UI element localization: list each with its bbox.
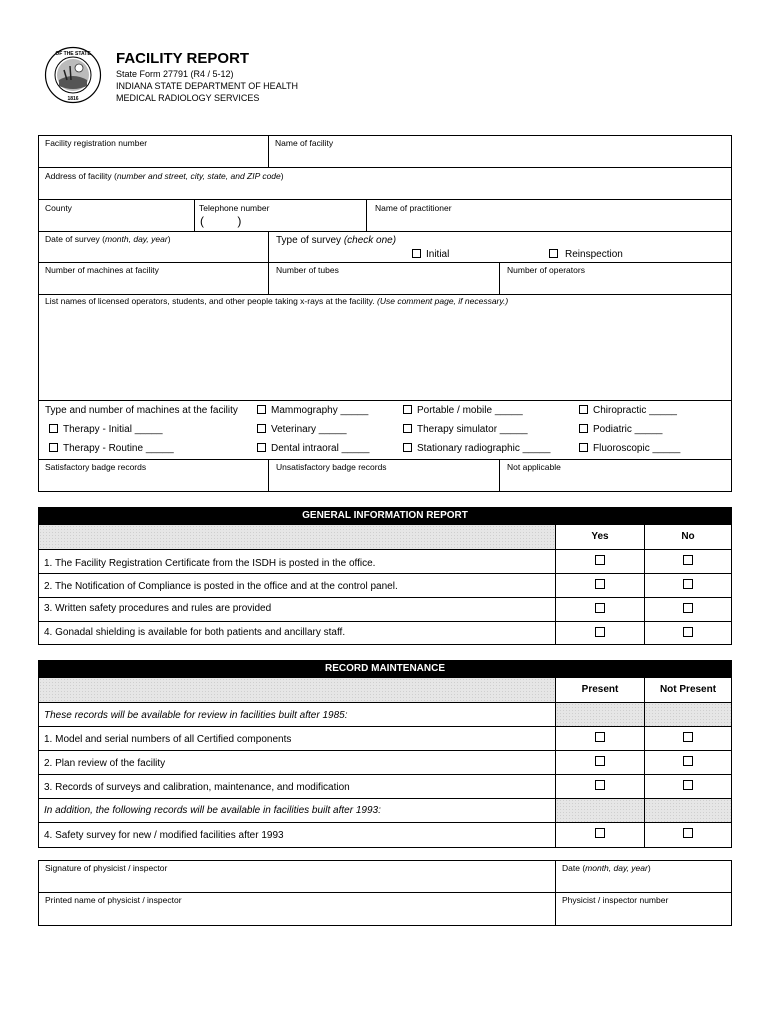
veterinary-checkbox[interactable]: [257, 424, 266, 433]
general-info-item: 4. Gonadal shielding is available for both patients and ancillary staff.: [44, 627, 346, 638]
present-checkbox[interactable]: [595, 756, 605, 766]
therapy-routine-checkbox[interactable]: [49, 443, 58, 452]
machines-count-field[interactable]: [39, 263, 267, 293]
state-seal: [44, 46, 102, 104]
dental-checkbox[interactable]: [257, 443, 266, 452]
fluoroscopic-option[interactable]: Fluoroscopic _____: [579, 443, 680, 454]
facility-name-label: Name of facility: [275, 138, 334, 148]
satisfactory-badge-field[interactable]: [39, 460, 267, 491]
present-checkbox[interactable]: [595, 780, 605, 790]
general-info-item: 2. The Notification of Compliance is posted in the office and at the control panel.: [44, 581, 398, 592]
printed-name-field[interactable]: [39, 893, 554, 925]
general-info-item: 3. Written safety procedures and rules are provided: [44, 603, 272, 614]
podiatric-option[interactable]: Podiatric _____: [579, 424, 663, 435]
yes-checkbox[interactable]: [595, 627, 605, 637]
unsatisfactory-badge-field[interactable]: [269, 460, 498, 491]
not-present-checkbox[interactable]: [683, 756, 693, 766]
records-note-1985: These records will be available for review in facilities built after 1985:: [44, 710, 348, 721]
practitioner-field[interactable]: [367, 200, 731, 230]
survey-type-field: [269, 232, 731, 261]
records-item: 2. Plan review of the facility: [44, 758, 166, 769]
column-present: Present: [581, 684, 619, 695]
records-row: [38, 751, 732, 775]
portable-option[interactable]: Portable / mobile _____: [403, 405, 523, 416]
survey-type-label: Type of survey (check one): [276, 235, 397, 246]
survey-initial-option[interactable]: Initial: [412, 249, 449, 260]
survey-date-field[interactable]: [39, 232, 267, 261]
satisfactory-badge-label: Satisfactory badge records: [45, 462, 147, 472]
telephone-field[interactable]: [195, 200, 365, 230]
general-info-title: GENERAL INFORMATION REPORT: [38, 507, 732, 525]
general-info-row: [38, 550, 732, 574]
department-name: INDIANA STATE DEPARTMENT OF HEALTH: [116, 81, 299, 91]
operators-count-label: Number of operators: [507, 265, 585, 275]
podiatric-checkbox[interactable]: [579, 424, 588, 433]
form-title: FACILITY REPORT: [116, 50, 250, 67]
therapy-simulator-option[interactable]: Therapy simulator _____: [403, 424, 528, 435]
chiropractic-checkbox[interactable]: [579, 405, 588, 414]
general-info-row: [38, 574, 732, 598]
printed-name-label: Printed name of physicist / inspector: [45, 895, 182, 905]
chiropractic-option[interactable]: Chiropractic _____: [579, 405, 677, 416]
column-yes: Yes: [591, 531, 609, 542]
form-number: State Form 27791 (R4 / 5-12): [116, 69, 234, 79]
portable-checkbox[interactable]: [403, 405, 412, 414]
not-present-checkbox[interactable]: [683, 732, 693, 742]
unsatisfactory-badge-label: Unsatisfactory badge records: [276, 462, 387, 472]
telephone-area-code: ( ): [200, 214, 242, 228]
records-item: 3. Records of surveys and calibration, maintenance, and modification: [44, 782, 350, 793]
signature-date-label: Date (month, day, year): [562, 863, 651, 873]
svg-text:1816: 1816: [67, 96, 79, 102]
operators-list-label: List names of licensed operators, students, and other people taking x-rays at the facility. (Use comment page, if necessary.): [45, 296, 509, 306]
no-checkbox[interactable]: [683, 627, 693, 637]
inspector-number-field[interactable]: [556, 893, 731, 925]
records-row: [38, 775, 732, 799]
survey-date-label: Date of survey (month, day, year): [45, 234, 171, 244]
records-note-1993: In addition, the following records will be available in facilities built after 1993:: [44, 805, 381, 816]
county-label: County: [45, 203, 72, 213]
general-info-header-shade: [39, 525, 555, 549]
records-item: 4. Safety survey for new / modified facilities after 1993: [44, 830, 284, 841]
yes-checkbox[interactable]: [595, 579, 605, 589]
machine-type-label: Type and number of machines at the facility: [45, 405, 238, 416]
records-row: [38, 823, 732, 848]
mammography-checkbox[interactable]: [257, 405, 266, 414]
facility-address-label: Address of facility (number and street, city, state, and ZIP code): [45, 171, 284, 181]
therapy-initial-checkbox[interactable]: [49, 424, 58, 433]
badge-not-applicable-field[interactable]: [500, 460, 731, 491]
records-item: 1. Model and serial numbers of all Certified components: [44, 734, 292, 745]
general-info-row: [38, 598, 732, 622]
registration-number-label: Facility registration number: [45, 138, 148, 148]
tubes-count-label: Number of tubes: [276, 265, 339, 275]
no-checkbox[interactable]: [683, 603, 693, 613]
general-info-item: 1. The Facility Registration Certificate from the ISDH is posted in the office.: [44, 558, 376, 569]
yes-checkbox[interactable]: [595, 603, 605, 613]
present-checkbox[interactable]: [595, 732, 605, 742]
therapy-simulator-checkbox[interactable]: [403, 424, 412, 433]
therapy-initial-option[interactable]: Therapy - Initial _____: [49, 424, 163, 435]
present-checkbox[interactable]: [595, 828, 605, 838]
no-checkbox[interactable]: [683, 555, 693, 565]
initial-checkbox[interactable]: [412, 249, 421, 258]
record-maintenance-title: RECORD MAINTENANCE: [38, 660, 732, 678]
registration-number-field[interactable]: [39, 136, 267, 166]
fluoroscopic-checkbox[interactable]: [579, 443, 588, 452]
not-present-checkbox[interactable]: [683, 828, 693, 838]
signature-field[interactable]: [39, 861, 554, 891]
yes-checkbox[interactable]: [595, 555, 605, 565]
column-no: No: [681, 531, 695, 542]
division-name: MEDICAL RADIOLOGY SERVICES: [116, 93, 260, 103]
dental-option[interactable]: Dental intraoral _____: [257, 443, 369, 454]
signature-label: Signature of physicist / inspector: [45, 863, 168, 873]
records-row: [38, 727, 732, 751]
general-info-row: [38, 622, 732, 645]
no-checkbox[interactable]: [683, 579, 693, 589]
therapy-routine-option[interactable]: Therapy - Routine _____: [49, 443, 174, 454]
facility-address-field[interactable]: [39, 168, 731, 198]
machine-types-area: [39, 401, 731, 458]
telephone-label: Telephone number: [199, 203, 270, 213]
tubes-count-field[interactable]: [269, 263, 498, 293]
not-present-checkbox[interactable]: [683, 780, 693, 790]
operators-list-field[interactable]: [39, 295, 731, 399]
column-not-present: Not Present: [659, 684, 717, 695]
reinspection-checkbox[interactable]: [549, 249, 558, 258]
svg-text:OF THE STATE: OF THE STATE: [55, 51, 91, 57]
county-field[interactable]: [39, 200, 193, 230]
survey-reinspection-option[interactable]: Reinspection: [549, 249, 623, 260]
stationary-checkbox[interactable]: [403, 443, 412, 452]
practitioner-label: Name of practitioner: [375, 203, 452, 213]
badge-not-applicable-label: Not applicable: [507, 462, 561, 472]
veterinary-option[interactable]: Veterinary _____: [257, 424, 347, 435]
facility-name-field[interactable]: [269, 136, 731, 166]
records-header-shade: [39, 678, 555, 702]
operators-count-field[interactable]: [500, 263, 731, 293]
signature-date-field[interactable]: [556, 861, 731, 891]
machines-count-label: Number of machines at facility: [45, 265, 159, 275]
inspector-number-label: Physicist / inspector number: [562, 895, 669, 905]
stationary-option[interactable]: Stationary radiographic _____: [403, 443, 550, 454]
mammography-option[interactable]: Mammography _____: [257, 405, 368, 416]
